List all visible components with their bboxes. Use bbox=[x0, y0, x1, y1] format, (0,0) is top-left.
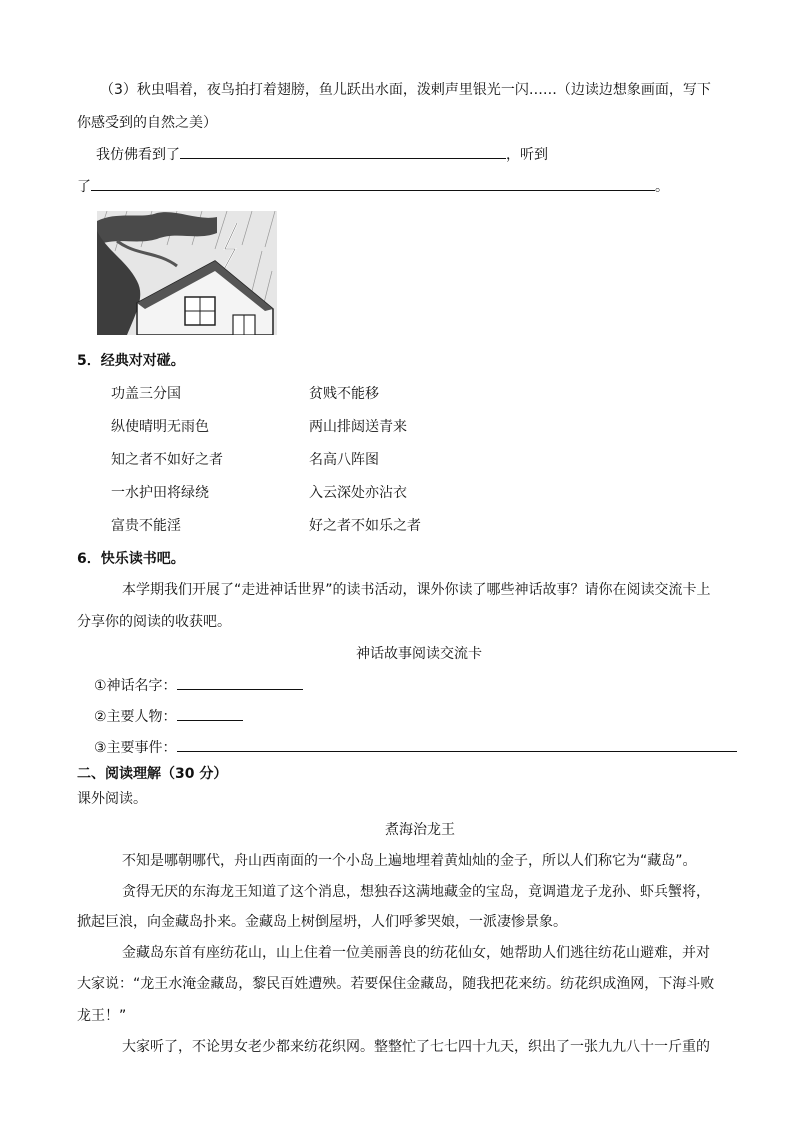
q6-paragraph-line-1: 本学期我们开展了“走进神话世界”的读书活动，课外你读了哪些神话故事？请你在阅读交流卡上 bbox=[122, 582, 711, 598]
q3-line-1: （3）秋虫唱着，夜鸟拍打着翅膀，鱼儿跃出水面，泼剌声里银光一闪……（边读边想象画面，写下 bbox=[100, 82, 711, 98]
q5-title: 5．经典对对碰。 bbox=[77, 353, 185, 369]
story-line-7: 大家听了，不论男女老少都来纺花织网。整整忙了七七四十九天，织出了一张九九八十一斤重的 bbox=[122, 1039, 710, 1055]
section-intro: 课外阅读。 bbox=[77, 791, 147, 807]
q6-title: 6．快乐读书吧。 bbox=[77, 551, 185, 567]
q5-left-5[interactable]: 富贵不能淫 bbox=[111, 518, 181, 534]
story-line-3: 掀起巨浪，向金藏岛扑来。金藏岛上树倒屋坍，人们呼爹哭娘，一派凄惨景象。 bbox=[77, 914, 567, 930]
answer-blank-seen[interactable] bbox=[180, 144, 506, 159]
story-line-5: 大家说：“龙王水淹金藏岛，黎民百姓遭殃。若要保住金藏岛，随我把花来纺。纺花织成渔网，下海斗败 bbox=[77, 976, 715, 992]
field-main-characters-label: ②主要人物： bbox=[94, 709, 177, 725]
story-line-4: 金藏岛东首有座纺花山，山上住着一位美丽善良的纺花仙女，她帮助人们逃往纺花山避难，并对 bbox=[122, 945, 710, 961]
q3-fill-a-prefix: 我仿佛看到了 bbox=[96, 147, 180, 163]
q5-right-2[interactable]: 两山排闼送青来 bbox=[309, 419, 407, 435]
q3-fill-b-prefix: 了 bbox=[77, 179, 91, 195]
story-line-6: 龙王！” bbox=[77, 1008, 127, 1024]
q3-fill-row-b bbox=[77, 176, 669, 197]
q3-line-2: 你感受到的自然之美） bbox=[77, 115, 217, 131]
q3-fill-row-a bbox=[96, 144, 548, 165]
main-characters-blank[interactable] bbox=[177, 706, 243, 721]
answer-blank-heard[interactable] bbox=[91, 176, 655, 191]
story-title: 煮海治龙王 bbox=[385, 822, 455, 838]
q5-right-4[interactable]: 入云深处亦沾衣 bbox=[309, 485, 407, 501]
story-line-1: 不知是哪朝哪代，舟山西南面的一个小岛上遍地埋着黄灿灿的金子，所以人们称它为“藏岛”。 bbox=[122, 853, 697, 869]
q5-left-4[interactable]: 一水护田将绿绕 bbox=[111, 485, 209, 501]
field-main-events bbox=[94, 737, 737, 758]
myth-name-blank[interactable] bbox=[177, 675, 303, 690]
q5-right-1[interactable]: 贫贱不能移 bbox=[309, 386, 379, 402]
story-line-2: 贪得无厌的东海龙王知道了这个消息，想独吞这满地藏金的宝岛，竟调遣龙子龙孙、虾兵蟹将， bbox=[122, 884, 710, 900]
storm-house-illustration bbox=[97, 211, 277, 335]
field-main-characters bbox=[94, 706, 243, 727]
q5-right-3[interactable]: 名高八阵图 bbox=[309, 452, 379, 468]
q5-left-2[interactable]: 纵使晴明无雨色 bbox=[111, 419, 209, 435]
section-heading: 二、阅读理解（30 分） bbox=[77, 766, 228, 782]
q3-fill-a-suffix: ，听到 bbox=[506, 147, 548, 163]
q5-left-1[interactable]: 功盖三分国 bbox=[111, 386, 181, 402]
q3-fill-b-suffix: 。 bbox=[655, 179, 669, 195]
q6-paragraph-line-2: 分享你的阅读的收获吧。 bbox=[77, 614, 231, 630]
main-events-blank[interactable] bbox=[177, 737, 737, 752]
q5-right-5[interactable]: 好之者不如乐之者 bbox=[309, 518, 421, 534]
field-main-events-label: ③主要事件： bbox=[94, 740, 177, 756]
field-myth-name-label: ①神话名字： bbox=[94, 678, 177, 694]
field-myth-name bbox=[94, 675, 303, 696]
card-title: 神话故事阅读交流卡 bbox=[356, 646, 482, 662]
q5-left-3[interactable]: 知之者不如好之者 bbox=[111, 452, 223, 468]
